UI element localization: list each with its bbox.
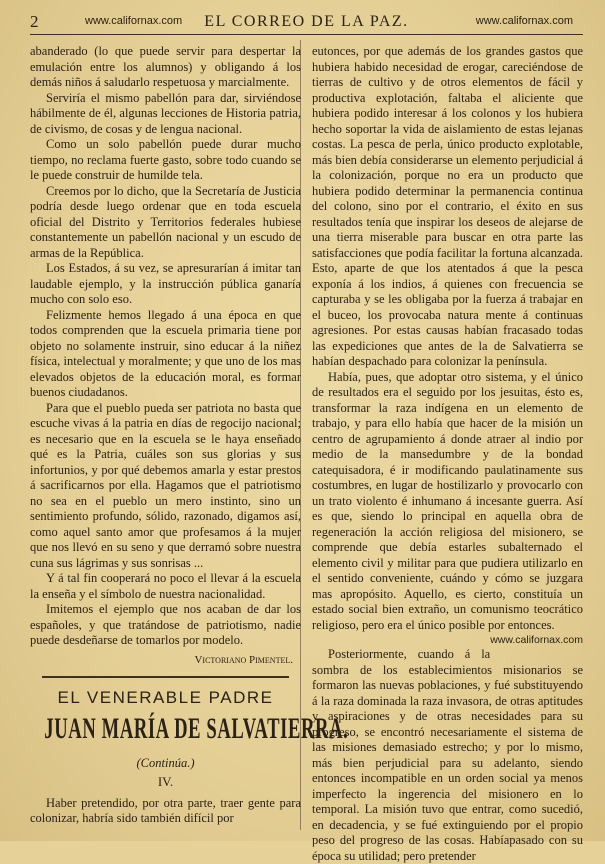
paragraph: Haber pretendido, por otra parte, traer gente para colonizar, habría sido también difícil por [30, 795, 301, 825]
paragraph: Felizmente hemos llegado á una época en que todos comprenden que la escuela primaria tiene por objeto no solamente instruir, sino educar á la niñez física, intelectual y moralmente; y que uno de los mas elevados objetos de la educación moral, es formar buenos ciudadanos. [30, 307, 301, 399]
journal-title: EL CORREO DE LA PAZ. [204, 13, 409, 30]
paragraph: Para que el pueblo pueda ser patriota no basta que escuche vivas á la patria en días de regocijo nacional; es necesario que en la escuela se le haya enseñado qué es la Patria, cuáles son sus glorias y sus infortunios, y por qué debemos amarla y estar prestos á sacrificarnos por ella. Hagamos que el patriotismo no sea en el pueblo un mero instinto, sino un sentimiento profundo, sólido, razonado, digamos así, como aquel santo amor que profesamos á la mujer que nos llevó en su seno y que derramó sobre nuestra cuna sus lágrimas y sus sonrisas ... [30, 400, 301, 570]
paragraph: Creemos por lo dicho, que la Secretaría de Justicia podría desde luego ordenar que en toda escuela oficial del Distrito y Territorios federales hubiese constantemente un pabellón nacional y un escudo de armas de la República. [30, 183, 301, 260]
paragraph: Los Estados, á su vez, se apresurarían á imitar tan laudable ejemplo, y la instrucción pública ganaría mucho con solo eso. [30, 261, 301, 306]
site-watermark-left: www.californax.com [85, 15, 183, 27]
article-kicker: EL VENERABLE PADRE [57, 688, 274, 707]
paragraph: Y á tal fin cooperará no poco el llevar á la escuela la enseña y el símbolo de nuestra nacionalidad. [30, 571, 301, 601]
left-column [30, 44, 349, 827]
paragraph: Posteriormente, cuando á la sombra de los establecimientos misionarios se formaron las nuevas poblaciones, y fué substituyendo á la raza dominada la raza invasora, de otras aptitudes y aspiraciones y de otras necesidades para su progreso, se encontró necesariamente el sistema de las misiones demasiado estrecho; y por lo mismo, más bien perjudicial para su adelanto, siendo entonces incompatible en un orden social ya menos imperfecto la ingerencia del misionero en lo temporal. La misión tuvo que entrar, como sucedió, en decadencia, y se fué extinguiendo por el propio peso del progreso de las cosas. Habíapasado con su época su utilidad; pero pretender [312, 647, 583, 863]
right-column [312, 44, 583, 864]
paragraph: abanderado (lo que puede servir para despertar la emulación entre los alumnos) y obligando á los demás niños á saludarlo respetuosa y marcialmente. [30, 44, 301, 89]
site-watermark-right: www.californax.com [475, 15, 573, 27]
section-number: IV. [157, 774, 174, 789]
paragraph: Imitemos el ejemplo que nos acaban de dar los españoles, y que tratándose de patriotismo, nadie puede desdeñarse de tomarlos por modelo. [30, 602, 301, 647]
page-number: 2 [30, 12, 39, 31]
continued-note: (Continúa.) [136, 755, 195, 770]
page-header [30, 12, 583, 35]
paragraph: eutonces, por que además de los grandes gastos que hubiera habido necesidad de erogar, careciéndose de tierras de cultivo y de otros elementos de fácil y productiva explotación, faltaba el aliciente que hubiera podido interesar á los colonos y los hubiera hecho soportar la vida de aislamiento de estas lejanas costas. La pesca de perla, único producto explotable, más bien debía considerarse un elemento perjudicial á la colonización, porque no era un producto que hubiera podido determinar la permanencia continua del colono, sino por el contrario, el éxito en sus resultados tenía que inspirar los deseos de alejarse de una tierra miserable para buscar en otra parte las satisfacciones que podía facilitar la fortuna alcanzada. Esto, aparte de que los atentados á que la pesca exponía á los indios, á quienes con frecuencia se capturaba y se les obligaba por la fuerza á trabajar en el buceo, los provocaba natura mente á continuas agresiones. Por estas causas habían fracasado todas las expediciones que antes de la de Salvatierra se habían despachado para colonizar la península. [312, 44, 583, 368]
article-divider [42, 676, 289, 678]
site-watermark-inline: www.californax.com [490, 634, 583, 646]
author-signature: Victoriano Pimentel. [194, 653, 293, 666]
article-title: JUAN MARÍA DE SALVATIERRA. [44, 711, 349, 745]
paragraph: Serviría el mismo pabellón para dar, sirviéndose hábilmente de él, algunas lecciones de Historia patria, de civismo, de cosas y de lengua nacional. [30, 90, 301, 136]
paragraph: Como un solo pabellón puede durar mucho tiempo, no reclama fuerte gasto, sobre todo cuando se le puede construir de humilde tela. [30, 137, 301, 182]
paragraph: Había, pues, que adoptar otro sistema, y el único de resultados era el seguido por los jesuitas, ésto es, transformar la raza indígena en un elemento de trabajo, y para ello había que hacer de la misión un centro de agrupamiento á donde atraer al indio por medio de la mansedumbre y de la bondad catequisadora, é ir modificando paulatinamente sus costumbres, en lugar de hostilizarlo y provocarlo con un trato violento é inhumano á incesante guerra. Así es que, siendo lo principal en aquella obra de regeneración la acción religiosa del misionero, se comprende que debía estarles subalternado el elemento civil y militar para que pudiera utilizarlo en el sentido conveniente, cuándo y cómo se juzgara mas apropósito. Aquello, es cierto, constituía un estado social bien extraño, un comunismo teocrático religioso, pero era el único posible por entonces. [312, 369, 583, 632]
